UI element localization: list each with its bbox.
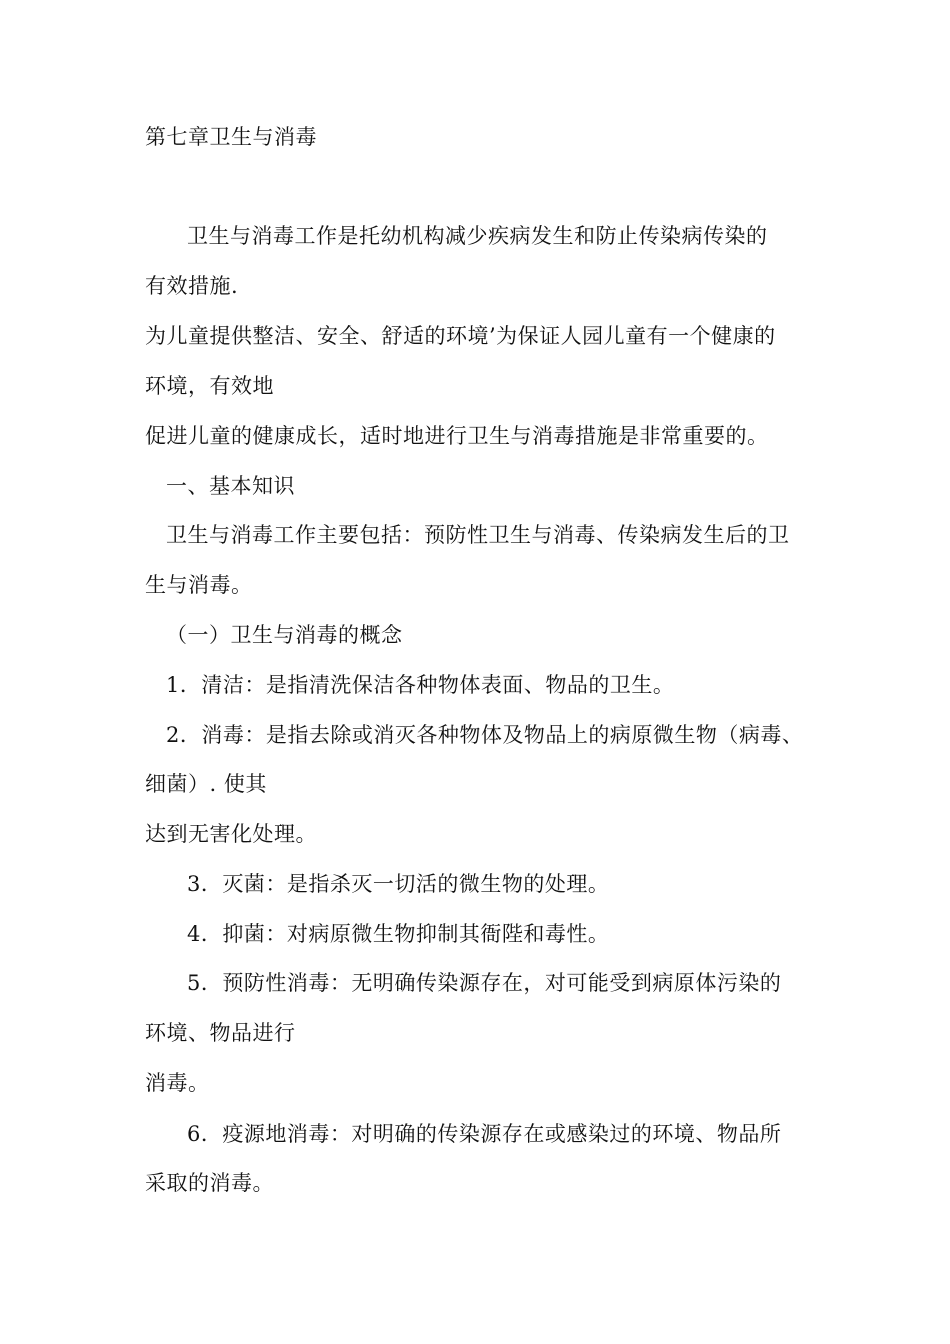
paragraph-line: 细菌）. 使其 bbox=[145, 772, 267, 796]
paragraph-line: 为儿童提供整洁、安全、舒适的环境’为保证人园儿童有一个健康的 bbox=[145, 324, 776, 348]
paragraph-line: 卫生与消毒工作主要包括：预防性卫生与消毒、传染病发生后的卫 bbox=[166, 523, 790, 547]
list-item: 1．清洁：是指清洗保洁各种物体表面、物品的卫生。 bbox=[166, 673, 675, 697]
chapter-title: 第七章卫生与消毒 bbox=[145, 125, 317, 149]
list-item: 3．灭菌：是指杀灭一切活的微生物的处理。 bbox=[187, 872, 610, 896]
paragraph-line: 有效措施. bbox=[145, 274, 239, 298]
paragraph-line: 达到无害化处理。 bbox=[145, 822, 317, 846]
list-item: 2．消毒：是指去除或消灭各种物体及物品上的病原微生物（病毒、 bbox=[166, 723, 804, 747]
paragraph-line: 环境、物品进行 bbox=[145, 1021, 296, 1045]
section-heading: 一、基本知识 bbox=[166, 474, 295, 498]
paragraph-line: 采取的消毒。 bbox=[145, 1171, 274, 1195]
paragraph-line: 生与消毒。 bbox=[145, 573, 253, 597]
paragraph-line: 环境，有效地 bbox=[145, 374, 274, 398]
list-item: 6．疫源地消毒：对明确的传染源存在或感染过的环境、物品所 bbox=[187, 1122, 782, 1146]
paragraph-line: 消毒。 bbox=[145, 1071, 210, 1095]
subsection-heading: （一）卫生与消毒的概念 bbox=[166, 623, 403, 647]
paragraph-line: 促进儿童的健康成长，适时地进行卫生与消毒措施是非常重要的。 bbox=[145, 424, 769, 448]
list-item: 5．预防性消毒：无明确传染源存在，对可能受到病原体污染的 bbox=[187, 971, 782, 995]
paragraph-line: 卫生与消毒工作是托幼机构减少疾病发生和防止传染病传染的 bbox=[187, 224, 768, 248]
list-item: 4．抑菌：对病原微生物抑制其衙陛和毒性。 bbox=[187, 922, 610, 946]
